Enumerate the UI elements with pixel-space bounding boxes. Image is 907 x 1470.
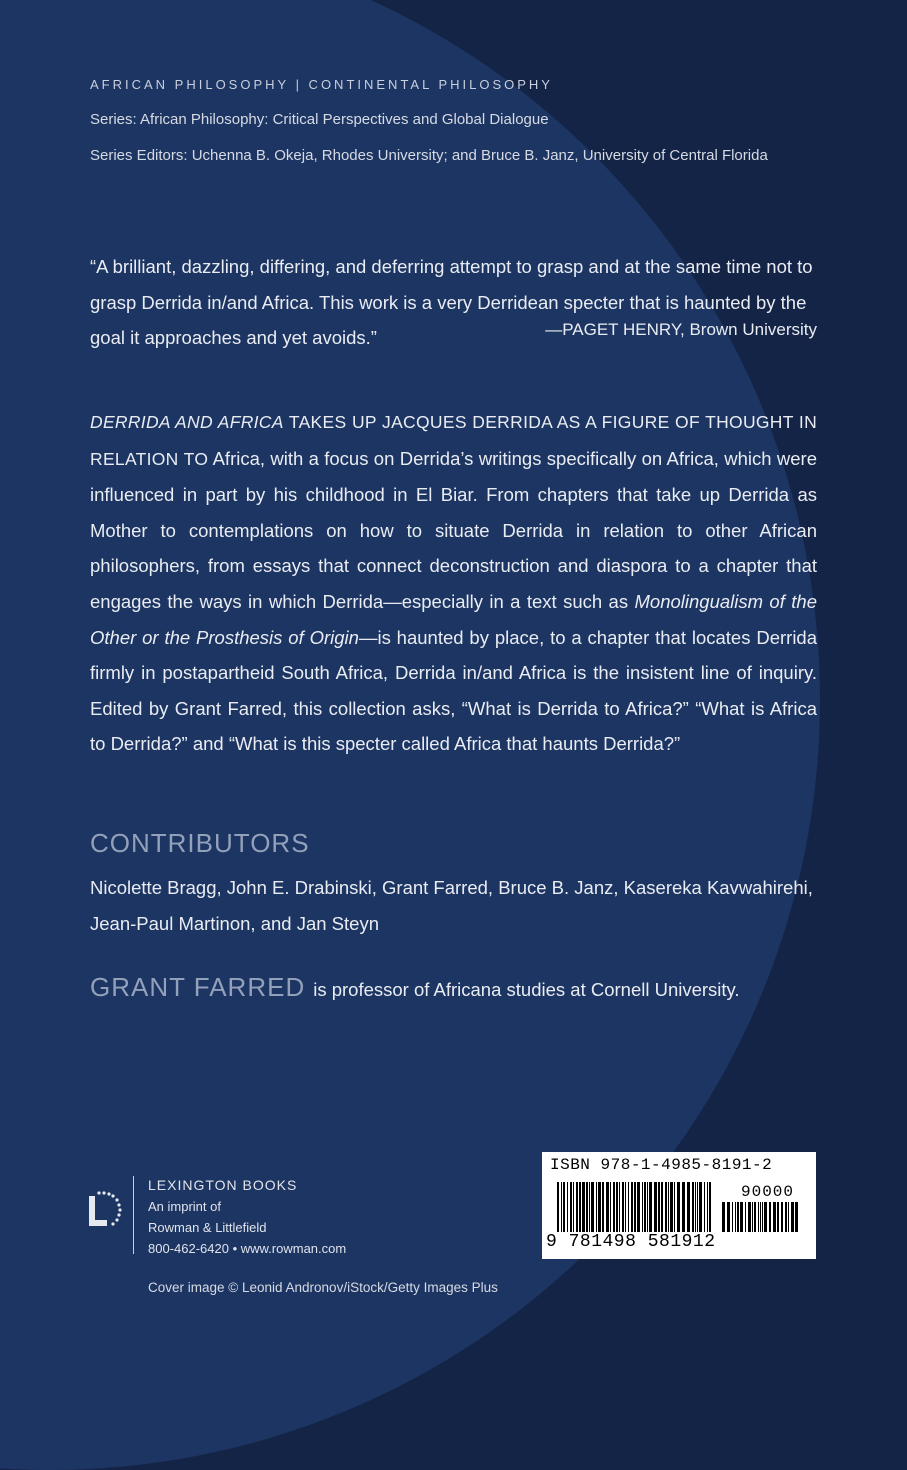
isbn-barcode <box>542 1152 816 1259</box>
publisher-contact: 800-462-6420 • www.rowman.com <box>148 1241 347 1256</box>
barcode-bar <box>748 1202 751 1232</box>
quote-attribution <box>545 320 817 340</box>
barcode-bar <box>654 1182 657 1232</box>
barcode-bar <box>582 1182 585 1232</box>
barcode-bar <box>687 1182 690 1232</box>
barcode-bar <box>616 1182 618 1232</box>
barcode-bar <box>754 1202 756 1232</box>
barcode-bar <box>737 1202 739 1232</box>
series-line: Series: African Philosophy: Critical Perspectives and Global Dialogue <box>90 111 549 128</box>
barcode-bar <box>788 1202 789 1232</box>
barcode-bar <box>642 1182 643 1232</box>
barcode-bar <box>764 1202 767 1232</box>
barcode-bar <box>732 1202 733 1232</box>
barcode-bar <box>625 1182 626 1232</box>
barcode-bar <box>735 1202 736 1232</box>
barcode-bar <box>677 1182 680 1232</box>
barcode-bar <box>658 1182 660 1232</box>
price-code: 90000 <box>740 1183 794 1201</box>
editor-bio-text: is professor of Africana studies at Cornell University. <box>313 979 740 1000</box>
publisher-name: LEXINGTON BOOKS <box>148 1177 298 1193</box>
barcode-bar <box>591 1182 594 1232</box>
publisher-divider <box>133 1176 134 1254</box>
barcode-bar <box>760 1202 761 1232</box>
description-part1: Africa, with a focus on Derrida’s writings specifically on Africa, which were influenced in part by his childhood in El Biar. From chapters that take up Derrida as Mother to contemplations on how to situate Derrida in relation to other African philosophers, from essays that connect deconstruction and diaspora to a chapter that engages the ways in which Derrida—especially in a text such as <box>90 447 817 612</box>
contributors-heading: CONTRIBUTORS <box>90 828 310 858</box>
editor-bio <box>90 972 740 1003</box>
barcode-bar <box>727 1202 730 1232</box>
barcode-bar <box>704 1182 705 1232</box>
barcode-bar <box>613 1182 615 1232</box>
barcode-bar <box>619 1182 620 1232</box>
barcode-bar <box>695 1182 696 1232</box>
barcode-bar <box>682 1182 685 1232</box>
barcode-bar <box>699 1182 702 1232</box>
description-lead-text: TAKES UP JACQUES DERRIDA AS A FIGURE OF THOUGHT IN RELATION TO <box>90 412 818 469</box>
barcode-bar <box>631 1182 633 1232</box>
category-line: AFRICAN PHILOSOPHY | CONTINENTAL PHILOSOPHY <box>90 77 553 92</box>
barcode-bar <box>628 1182 629 1232</box>
barcode-bar <box>758 1202 759 1232</box>
barcode-bar <box>773 1202 776 1232</box>
barcode-bar <box>769 1202 771 1232</box>
barcode-bar <box>622 1182 624 1232</box>
book-description <box>90 404 817 762</box>
barcode-bar <box>649 1182 652 1232</box>
barcode-bar <box>697 1182 698 1232</box>
isbn-text: ISBN 978-1-4985-8191-2 <box>550 1156 773 1174</box>
barcode-bar <box>586 1182 588 1232</box>
barcode-bar <box>745 1202 746 1232</box>
quote-text: “A brilliant, dazzling, differing, and deferring attempt to grasp and at the same time not to grasp Derrida in/and Africa. This work is a very Derridean specter that is haunted by the goal it approaches and yet avoids.” <box>90 256 813 348</box>
barcode-bar <box>610 1182 611 1232</box>
barcode-bar <box>579 1182 581 1232</box>
barcode-bar <box>707 1182 708 1232</box>
book-title-italic: DERRIDA AND AFRICA <box>90 412 284 432</box>
barcode-bar <box>598 1182 601 1232</box>
barcode-bar <box>637 1182 640 1232</box>
barcode-bar <box>573 1182 574 1232</box>
barcode-bar <box>791 1202 794 1232</box>
barcode-bar <box>567 1182 568 1232</box>
price-barcode-bars <box>722 1202 798 1232</box>
barcode-bar <box>561 1182 562 1232</box>
editor-name: GRANT FARRED <box>90 972 306 1002</box>
ean-number: 9 781498 581912 <box>546 1232 716 1252</box>
barcode-bar <box>777 1202 779 1232</box>
barcode-bar <box>596 1182 597 1232</box>
work-title-italic: Monolingualism of the Other or the Prosthesis of Origin <box>90 590 817 648</box>
ean-barcode-bars <box>557 1182 712 1232</box>
barcode-bar <box>606 1182 609 1232</box>
imprint-line2: Rowman & Littlefield <box>148 1220 267 1235</box>
barcode-bar <box>668 1182 669 1232</box>
barcode-bar <box>752 1202 753 1232</box>
barcode-bar <box>644 1182 646 1232</box>
attribution-name: —PAGET HENRY, <box>545 320 685 339</box>
barcode-bar <box>665 1182 667 1232</box>
barcode-bar <box>740 1202 743 1232</box>
barcode-bar <box>661 1182 663 1232</box>
barcode-bar <box>634 1182 636 1232</box>
barcode-bar <box>670 1182 673 1232</box>
barcode-bar <box>692 1182 694 1232</box>
barcode-bar <box>602 1182 604 1232</box>
barcode-bar <box>674 1182 675 1232</box>
publisher-block <box>148 1175 346 1259</box>
contributors-list: Nicolette Bragg, John E. Drabinski, Grant Farred, Bruce B. Janz, Kasereka Kavwahirehi, Jean-Paul Martinon, and Jan Steyn <box>90 877 813 934</box>
barcode-bar <box>563 1182 565 1232</box>
barcode-bar <box>762 1202 763 1232</box>
barcode-bar <box>589 1182 590 1232</box>
attribution-affiliation: Brown University <box>689 320 817 339</box>
description-part2: —is haunted by place, to a chapter that locates Derrida firmly in postapartheid South Africa, Derrida in/and Africa is the insistent line of inquiry. Edited by Grant Farred, this collection asks, “What is Derrida to Africa?” “What is Africa to Derrida?” and “What is this specter called Africa that haunts Derrida?” <box>90 626 818 755</box>
barcode-bar <box>709 1182 711 1232</box>
barcode-bar <box>570 1182 572 1232</box>
cover-image-credit: Cover image © Leonid Andronov/iStock/Getty Images Plus <box>148 1280 498 1295</box>
barcode-bar <box>795 1202 798 1232</box>
series-editors-line: Series Editors: Uchenna B. Okeja, Rhodes University; and Bruce B. Janz, University of Central Florida <box>90 147 768 164</box>
imprint-line1: An imprint of <box>148 1199 221 1214</box>
barcode-bar <box>722 1202 725 1232</box>
barcode-bar <box>785 1202 787 1232</box>
barcode-bar <box>557 1182 559 1232</box>
barcode-bar <box>647 1182 648 1232</box>
lexington-books-logo-icon <box>87 1190 123 1232</box>
barcode-bar <box>781 1202 783 1232</box>
barcode-bar <box>576 1182 578 1232</box>
